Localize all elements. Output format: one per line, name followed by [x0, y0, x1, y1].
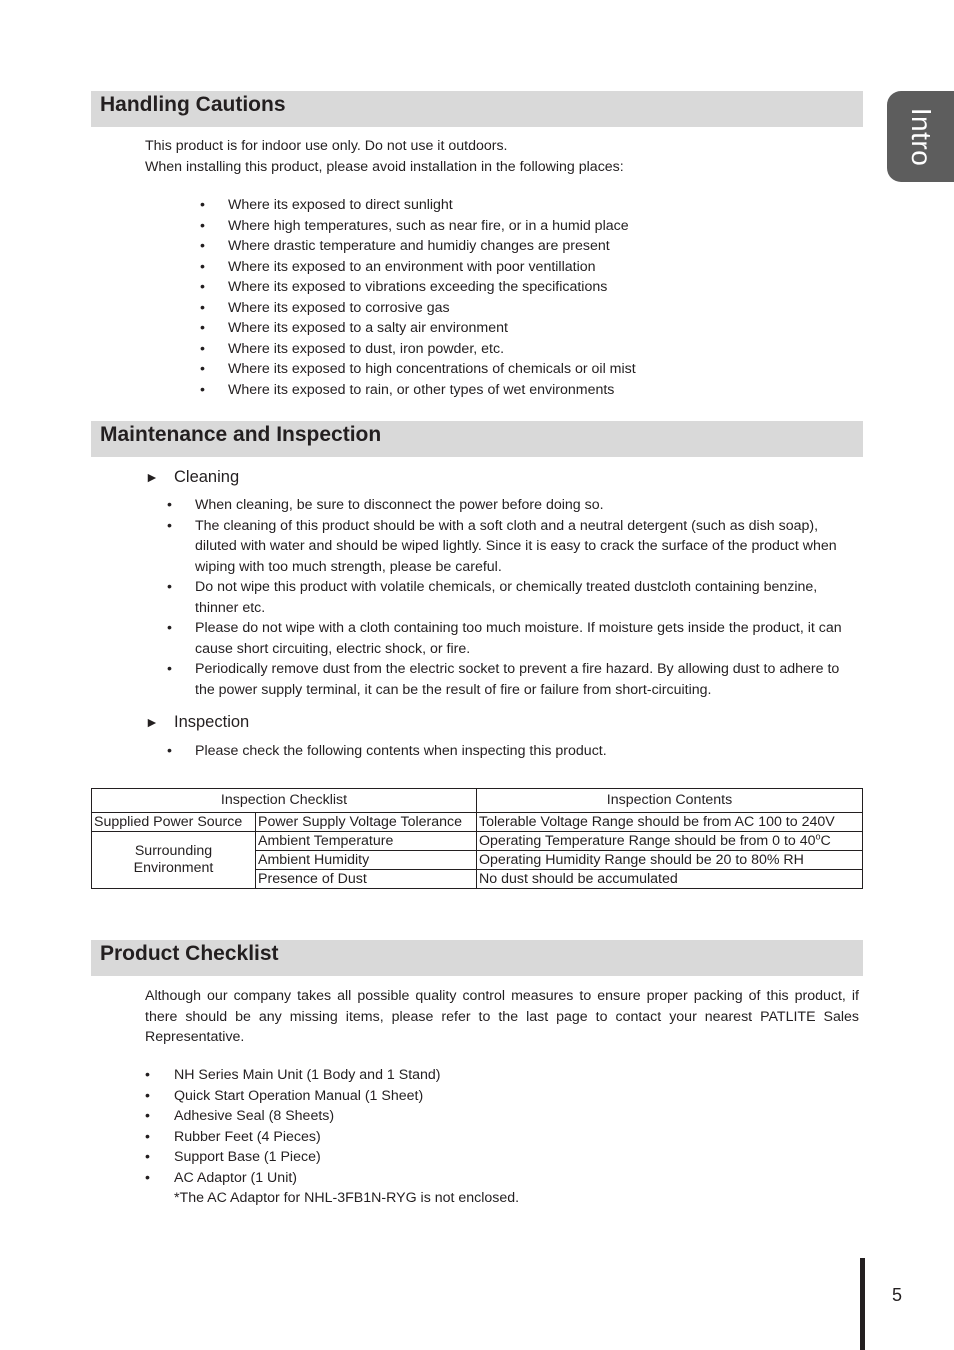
list-item-text: Please check the following contents when inspecting this product. [195, 743, 607, 759]
list-item [167, 741, 857, 762]
list-item [200, 339, 868, 360]
bullet: • [145, 1087, 150, 1104]
list-item-text: Where its exposed to rain, or other types of wet environments [228, 381, 615, 398]
table-row [92, 832, 863, 851]
section-header-product [91, 940, 863, 976]
bullet: • [167, 497, 172, 513]
product-items-list [145, 1065, 774, 1209]
list-item-text: Where high temperatures, such as near fire, or in a humid place [228, 217, 629, 234]
paragraph-line: When installing this product, please avoid installation in the following places: [145, 158, 624, 175]
list-item [200, 359, 868, 380]
list-item [145, 1106, 774, 1127]
list-item [200, 380, 868, 401]
table-cell-environment [92, 832, 256, 889]
page-number: 5 [892, 1285, 903, 1305]
product-intro-paragraph: Although our company takes all possible quality control measures to ensure proper packing of this product, if there should be any missing items, please refer to the last page to contact your nearest PATLITE Sales Representative. [145, 988, 859, 1045]
bullet: • [145, 1169, 150, 1186]
bullet: • [200, 258, 205, 275]
list-item [167, 495, 857, 516]
table-cell: Ambient Humidity [256, 851, 477, 870]
list-item [200, 257, 868, 278]
bullet: • [200, 217, 205, 234]
list-item-text: AC Adaptor (1 Unit) [174, 1169, 298, 1186]
list-item-text: The cleaning of this product should be with a soft cloth and a neutral detergent (such as dish soap), diluted with water and should be wiped lightly. Since it is easy to crack the surface of the product when wiping with too much strength, please be careful. [195, 517, 837, 575]
list-item [145, 1168, 774, 1189]
table-header-row [92, 789, 863, 813]
footnote-text: *The AC Adaptor for NHL-3FB1N-RYG is not enclosed. [174, 1190, 520, 1206]
page-divider-bar [860, 1258, 865, 1350]
list-item-text: Where its exposed to an environment with poor ventillation [228, 258, 596, 275]
table-cell [477, 832, 863, 851]
bullet: • [200, 320, 205, 336]
cleaning-list [167, 495, 857, 700]
subheading-text: Cleaning [174, 468, 240, 486]
list-item [200, 318, 868, 339]
list-item-text: Periodically remove dust from the electric socket to prevent a fire hazard. By allowing dust to adhere to the power supply terminal, it can be the result of fire or failure from short-circuiting. [195, 661, 840, 698]
bullet: • [167, 743, 172, 759]
section-title: Product Checklist [100, 942, 279, 965]
degree-sign: o [815, 830, 821, 841]
footnote [174, 1188, 774, 1209]
column-header: Inspection Contents [477, 789, 863, 813]
list-item-text: Where its exposed to corrosive gas [228, 299, 450, 316]
list-item [145, 1086, 774, 1107]
cell-line: Surrounding [134, 843, 213, 859]
table-cell: No dust should be accumulated [477, 870, 863, 889]
list-item [167, 618, 857, 659]
list-item-text: Adhesive Seal (8 Sheets) [174, 1108, 335, 1124]
inspection-table [91, 788, 863, 889]
section-title: Maintenance and Inspection [100, 423, 382, 446]
table-cell: Tolerable Voltage Range should be from AC 100 to 240V [477, 813, 863, 832]
bullet: • [145, 1149, 150, 1165]
table-cell: Operating Humidity Range should be 20 to 80% RH [477, 851, 863, 870]
column-header: Inspection Checklist [92, 789, 477, 813]
table-cell: Power Supply Voltage Tolerance [256, 813, 477, 832]
subheading-inspection [145, 711, 249, 733]
list-item-text: Where its exposed to high concentrations of chemicals or oil mist [228, 361, 636, 377]
list-item [167, 577, 857, 618]
table-cell: Supplied Power Source [92, 813, 256, 832]
list-item-text: Where its exposed to vibrations exceeding the specifications [228, 279, 608, 295]
list-item-text: Where its exposed to direct sunlight [228, 197, 453, 213]
bullet: • [200, 197, 205, 213]
list-item-text: When cleaning, be sure to disconnect the power before doing so. [195, 497, 604, 513]
bullet: • [200, 299, 205, 316]
bullet: • [200, 381, 205, 398]
section-header-maintenance [91, 421, 863, 457]
list-item [200, 298, 868, 319]
list-item [200, 195, 868, 216]
bullet: • [167, 579, 172, 595]
list-item [145, 1147, 774, 1168]
bullet: • [145, 1128, 150, 1145]
subheading-text: Inspection [174, 713, 250, 731]
list-item-text: Do not wipe this product with volatile chemicals, or chemically treated dustcloth containing benzine, thinner etc. [195, 579, 818, 616]
list-item [145, 1065, 774, 1086]
list-item [145, 1127, 774, 1148]
section-header-handling [91, 91, 863, 127]
list-item-text: Please do not wipe with a cloth containing too much moisture. If moisture gets inside the product, it can cause short circuiting, electric shock, or fire. [195, 620, 842, 657]
cell-text: Operating Temperature Range should be from 0 to 40 [479, 832, 816, 849]
section-tab-intro [887, 91, 954, 182]
cell-text-unit: C [820, 832, 831, 849]
inspection-note-list [167, 741, 857, 762]
table-row [92, 813, 863, 832]
list-item [200, 216, 868, 237]
section-title: Handling Cautions [100, 93, 286, 116]
bullet: • [167, 661, 172, 677]
section-tab-label: Intro [905, 107, 937, 166]
triangle-bullet-icon: ► [145, 714, 159, 730]
list-item-text: Where its exposed to a salty air environment [228, 320, 508, 336]
bullet: • [145, 1067, 150, 1083]
list-item-text: Where its exposed to dust, iron powder, etc. [228, 340, 505, 357]
table-cell: Ambient Temperature [256, 832, 477, 851]
list-item-text: NH Series Main Unit (1 Body and 1 Stand) [174, 1067, 441, 1083]
list-item-text: Rubber Feet (4 Pieces) [174, 1128, 321, 1145]
triangle-bullet-icon: ► [145, 469, 159, 485]
avoid-places-list [200, 195, 868, 400]
handling-intro [145, 136, 624, 177]
bullet: • [200, 361, 205, 377]
bullet: • [200, 238, 205, 254]
list-item [200, 236, 868, 257]
bullet: • [200, 340, 205, 357]
list-item-text: Quick Start Operation Manual (1 Sheet) [174, 1087, 424, 1104]
bullet: • [167, 517, 172, 534]
table-cell: Presence of Dust [256, 870, 477, 889]
bullet: • [145, 1108, 150, 1124]
list-item-text: Where drastic temperature and humidiy changes are present [228, 238, 610, 254]
subheading-cleaning [145, 466, 239, 488]
list-item-text: Support Base (1 Piece) [174, 1149, 321, 1165]
cell-line: Environment [133, 860, 214, 876]
list-item [167, 659, 857, 700]
list-item [200, 277, 868, 298]
paragraph-line: This product is for indoor use only. Do not use it outdoors. [145, 138, 508, 154]
list-item [167, 516, 857, 578]
bullet: • [167, 620, 172, 636]
bullet: • [200, 279, 205, 295]
